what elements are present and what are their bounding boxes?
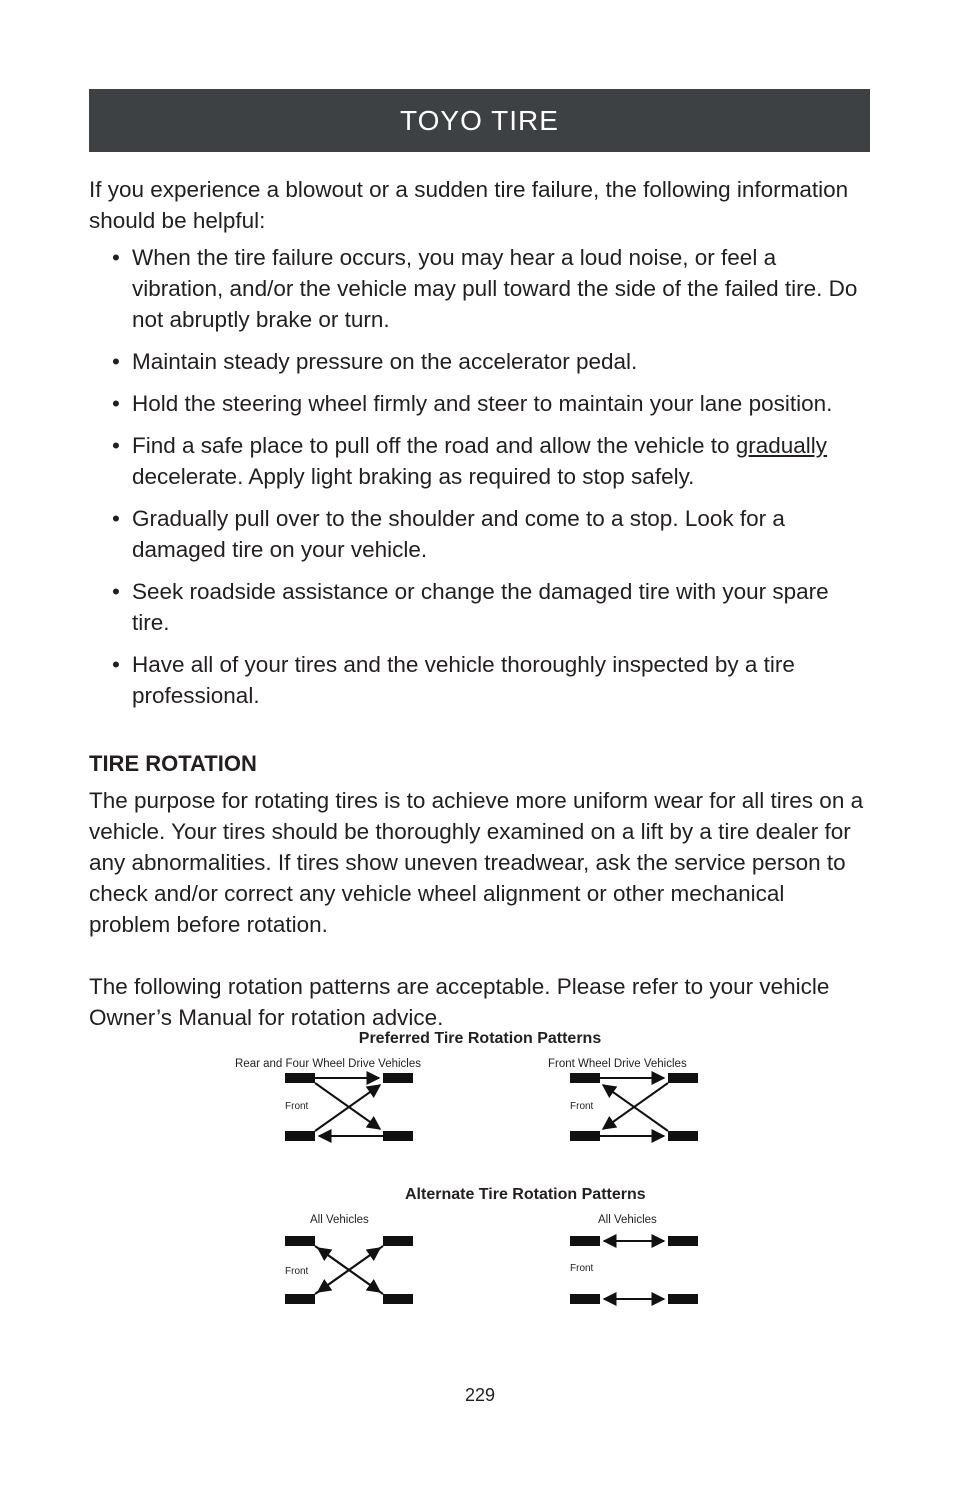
list-item-text: Have all of your tires and the vehicle thoroughly inspected by a tire professional.	[132, 652, 795, 708]
tire-rear-left	[285, 1294, 315, 1304]
bullet-icon: •	[112, 506, 120, 531]
list-item	[89, 576, 871, 638]
underlined-word: gradually	[735, 433, 828, 458]
tire-front-right	[383, 1236, 413, 1246]
fwd-pattern	[570, 1073, 698, 1141]
tire-rear-left	[570, 1131, 600, 1141]
list-item-text: Gradually pull over to the shoulder and come to a stop. Look for a damaged tire on your vehicle.	[132, 506, 785, 562]
tire-rear-left	[285, 1131, 315, 1141]
bullet-icon: •	[112, 579, 120, 604]
arrow-front-right-to-rear-left	[318, 1246, 383, 1292]
bullet-icon: •	[112, 391, 120, 416]
tire-rear-left	[570, 1294, 600, 1304]
list-item	[89, 430, 871, 492]
section-heading: TIRE ROTATION	[89, 751, 257, 776]
all-vehicles-label: All Vehicles	[310, 1214, 369, 1226]
bullet-icon: •	[112, 349, 120, 374]
page-number: 229	[464, 1385, 496, 1405]
blowout-tips-list	[89, 242, 871, 711]
tire-rear-right	[383, 1294, 413, 1304]
list-item	[89, 649, 871, 711]
list-item-text-start: Find a safe place to pull off the road and allow the vehicle to	[132, 433, 736, 458]
page-content	[89, 174, 871, 1033]
rear-4wd-pattern	[285, 1073, 413, 1141]
intro-paragraph: If you experience a blowout or a sudden tire failure, the following information should be helpful:	[89, 177, 849, 233]
list-item	[89, 388, 871, 419]
fwd-label: Front Wheel Drive Vehicles	[548, 1058, 687, 1070]
arrow-front-right-to-rear-left	[603, 1083, 668, 1129]
list-item-text: Maintain steady pressure on the accelerator pedal.	[132, 349, 638, 374]
tire-rotation-diagram	[230, 1022, 730, 1322]
tire-rear-right	[668, 1131, 698, 1141]
tire-front-right	[383, 1073, 413, 1083]
rotation-patterns-paragraph: The following rotation patterns are acceptable. Please refer to your vehicle Owner’s Manual for rotation advice.	[89, 974, 830, 1030]
list-item	[89, 503, 871, 565]
rotation-purpose-paragraph: The purpose for rotating tires is to achieve more uniform wear for all tires on a vehicle. Your tires should be thoroughly examined on a lift by a tire dealer for any abnormalities. If tires show uneven treadwear, ask the service person to check and/or correct any vehicle wheel alignment or other mechanical problem before rotation.	[89, 788, 864, 937]
alternate-patterns-title: Alternate Tire Rotation Patterns	[405, 1186, 646, 1203]
page-header	[89, 89, 870, 152]
list-item	[89, 346, 871, 377]
bullet-icon: •	[112, 245, 120, 270]
front-label: Front	[570, 1101, 594, 1112]
arrow-rear-right-to-front-left	[318, 1248, 383, 1294]
tire-front-left	[285, 1236, 315, 1246]
front-label: Front	[285, 1101, 309, 1112]
tire-front-right	[668, 1236, 698, 1246]
header-title: TOYO TIRE	[400, 104, 559, 136]
list-item-text: Seek roadside assistance or change the damaged tire with your spare tire.	[132, 579, 829, 635]
rear-4wd-label: Rear and Four Wheel Drive Vehicles	[235, 1058, 421, 1070]
all-vehicles-side-pattern	[570, 1236, 698, 1304]
list-item	[89, 242, 871, 335]
all-vehicles-x-pattern	[285, 1236, 413, 1304]
tire-rear-right	[383, 1131, 413, 1141]
tire-front-left	[285, 1073, 315, 1083]
all-vehicles-label: All Vehicles	[598, 1214, 657, 1226]
list-item-text-end: decelerate. Apply light braking as required to stop safely.	[132, 464, 695, 489]
tire-front-left	[570, 1236, 600, 1246]
arrow-front-left-to-rear-right	[315, 1083, 380, 1129]
front-label: Front	[285, 1266, 309, 1277]
arrow-rear-left-to-front-right	[315, 1085, 380, 1131]
preferred-patterns-title: Preferred Tire Rotation Patterns	[358, 1030, 602, 1047]
list-item-text: When the tire failure occurs, you may hear a loud noise, or feel a vibration, and/or the vehicle may pull toward the side of the failed tire. Do not abruptly brake or turn.	[132, 245, 858, 332]
front-label: Front	[570, 1263, 594, 1274]
bullet-icon: •	[112, 433, 120, 458]
bullet-icon: •	[112, 652, 120, 677]
arrow-rear-right-to-front-left	[603, 1085, 668, 1131]
tire-front-right	[668, 1073, 698, 1083]
list-item-text: Hold the steering wheel firmly and steer to maintain your lane position.	[132, 391, 833, 416]
tire-rear-right	[668, 1294, 698, 1304]
tire-front-left	[570, 1073, 600, 1083]
